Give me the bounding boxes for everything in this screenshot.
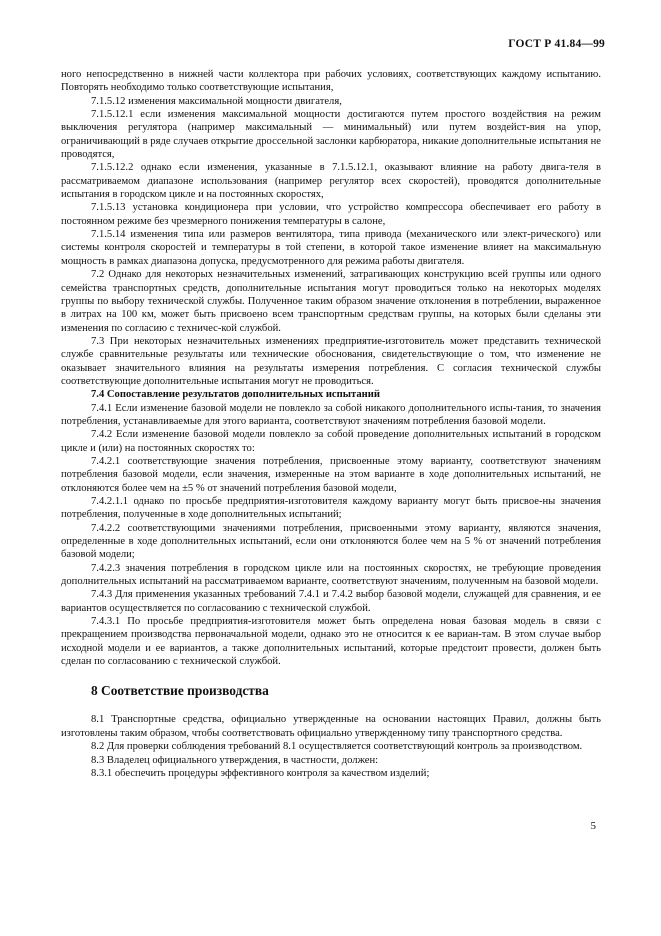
section-heading: 8 Соответствие производства bbox=[91, 683, 269, 699]
paragraph: 7.4.3 Для применения указанных требований 7.4.1 и 7.4.2 выбор базовой модели, служащей для сравнения, и ее вариантов осуществляется по согласованию с технической службой. bbox=[61, 589, 601, 614]
page-number: 5 bbox=[590, 820, 596, 832]
paragraph: 8.1 Транспортные средства, официально утвержденные на основании настоящих Правил, должны быть изготовлены таким образом, чтобы соответствовать официально утвержденному типу транспортного средства. bbox=[61, 714, 601, 739]
paragraph: 8.3.1 обеспечить процедуры эффективного контроля за качеством изделий; bbox=[91, 767, 430, 779]
standard-code-header: ГОСТ Р 41.84—99 bbox=[508, 38, 605, 50]
paragraph: 7.1.5.14 изменения типа или размеров вентилятора, типа привода (механического или элект-рического) или системы контроля скоростей и температуры в той степени, в которой такое изменение влияет на максимальную мощность в рамках диапазона допуска, предусмотренного для режима работы двигателя. bbox=[61, 229, 601, 267]
paragraph: 7.4.2.1.1 однако по просьбе предприятия-изготовителя каждому варианту могут быть присвое-ны значения потребления, полученные в ходе дополнительных испытаний; bbox=[61, 496, 601, 521]
paragraph: 7.1.5.12.1 если изменения максимальной мощности достигаются путем простого воздействия на режим выключения регулятора (например максимальный — минимальный) или путем воздейст-вия на упор, ограничивающий в ряде случаев открытие дроссельной заслонки карбюратора, никакие дополнительные испытания не проводятся, bbox=[61, 109, 601, 161]
paragraph: 7.4.2.1 соответствующие значения потребления, присвоенные этому варианту, соответствуют значениям потребления базовой модели, если значения, измеренные на этом варианте в ходе дополнительных испытаний, не отклоняются более чем на ±5 % от значений потребления базовой модели, bbox=[61, 455, 601, 494]
paragraph: 8.3 Владелец официального утверждения, в частности, должен: bbox=[91, 754, 379, 766]
paragraph: 8.2 Для проверки соблюдения требований 8.1 осуществляется соответствующий контроль за производством. bbox=[91, 741, 583, 753]
paragraph: 7.4.1 Если изменение базовой модели не повлекло за собой никакого дополнительного испы-тания, то значения потребления, устанавливаемые для этого варианта, соответствуют значениям потребления базовой модели. bbox=[61, 402, 601, 427]
paragraph: 7.4.2.3 значения потребления в городском цикле или на постоянных скоростях, не требующие проведения дополнительных испытаний на рассматриваемом варианте, соответствуют значениям, полученным на базовой модели. bbox=[61, 562, 601, 588]
paragraph: ного непосредственно в нижней части коллектора при рабочих условиях, соответствующих каждому испытанию. Повторять необходимо только соответствующие испытания, bbox=[61, 69, 601, 94]
paragraph: 7.1.5.13 установка кондиционера при условии, что устройство компрессора обеспечивает его работу в постоянном режиме без чрезмерного понижения температуры в салоне, bbox=[61, 202, 601, 227]
paragraph: 7.4.2.2 соответствующими значениями потребления, присвоенными этому варианту, являются значения, определенные в ходе дополнительных испытаний, если они отклоняются более чем на 5 % от значений потребления базовой модели; bbox=[61, 522, 601, 561]
paragraph: 7.1.5.12 изменения максимальной мощности двигателя, bbox=[91, 95, 342, 107]
subsection-heading: 7.4 Сопоставление результатов дополнительных испытаний bbox=[91, 389, 380, 401]
paragraph: 7.3 При некоторых незначительных изменениях предприятие-изготовитель может представить технической службе сравнительные результаты или технические обоснования, свидетельствующие о том, что изменение не оказывает значительного влияния на результаты измерения потребления. С согласия технической службы соответствующие дополнительные испытания могут не проводиться. bbox=[61, 335, 601, 387]
paragraph: 7.2 Однако для некоторых незначительных изменений, затрагивающих конструкцию всей группы или одного семейства транспортных средств, дополнительные испытания могут проводиться только на некоторых моделях группы по выбору технической службы. Полученное таким образом значение отклонения в потреблении, выраженное в литрах на 100 км, может быть присвоено всем транспортным средствам группы, на которых были сделаны эти изменения по согласию с техничес-кой службой. bbox=[61, 269, 601, 334]
paragraph: 7.4.2 Если изменение базовой модели повлекло за собой проведение дополнительных испытаний в городском цикле и (или) на постоянных скоростях то: bbox=[61, 429, 601, 454]
document-body bbox=[61, 68, 601, 780]
paragraph: 7.4.3.1 По просьбе предприятия-изготовителя может быть определена новая базовая модель в связи с прекращением производства первоначальной модели, однако это не относится к ее вариан-там. В этом случае выбор исходной модели и ее вариантов, а также дополнительных испытаний, которые предстоит провести, должен быть сделан по согласованию с технической службой. bbox=[61, 616, 601, 668]
paragraph: 7.1.5.12.2 однако если изменения, указанные в 7.1.5.12.1, оказывают влияние на работу двига-теля в рассматриваемом диапазоне использования (например регулятор всех скоростей), проводятся дополнительные испытания в городском цикле и на постоянных скоростях, bbox=[61, 162, 601, 201]
